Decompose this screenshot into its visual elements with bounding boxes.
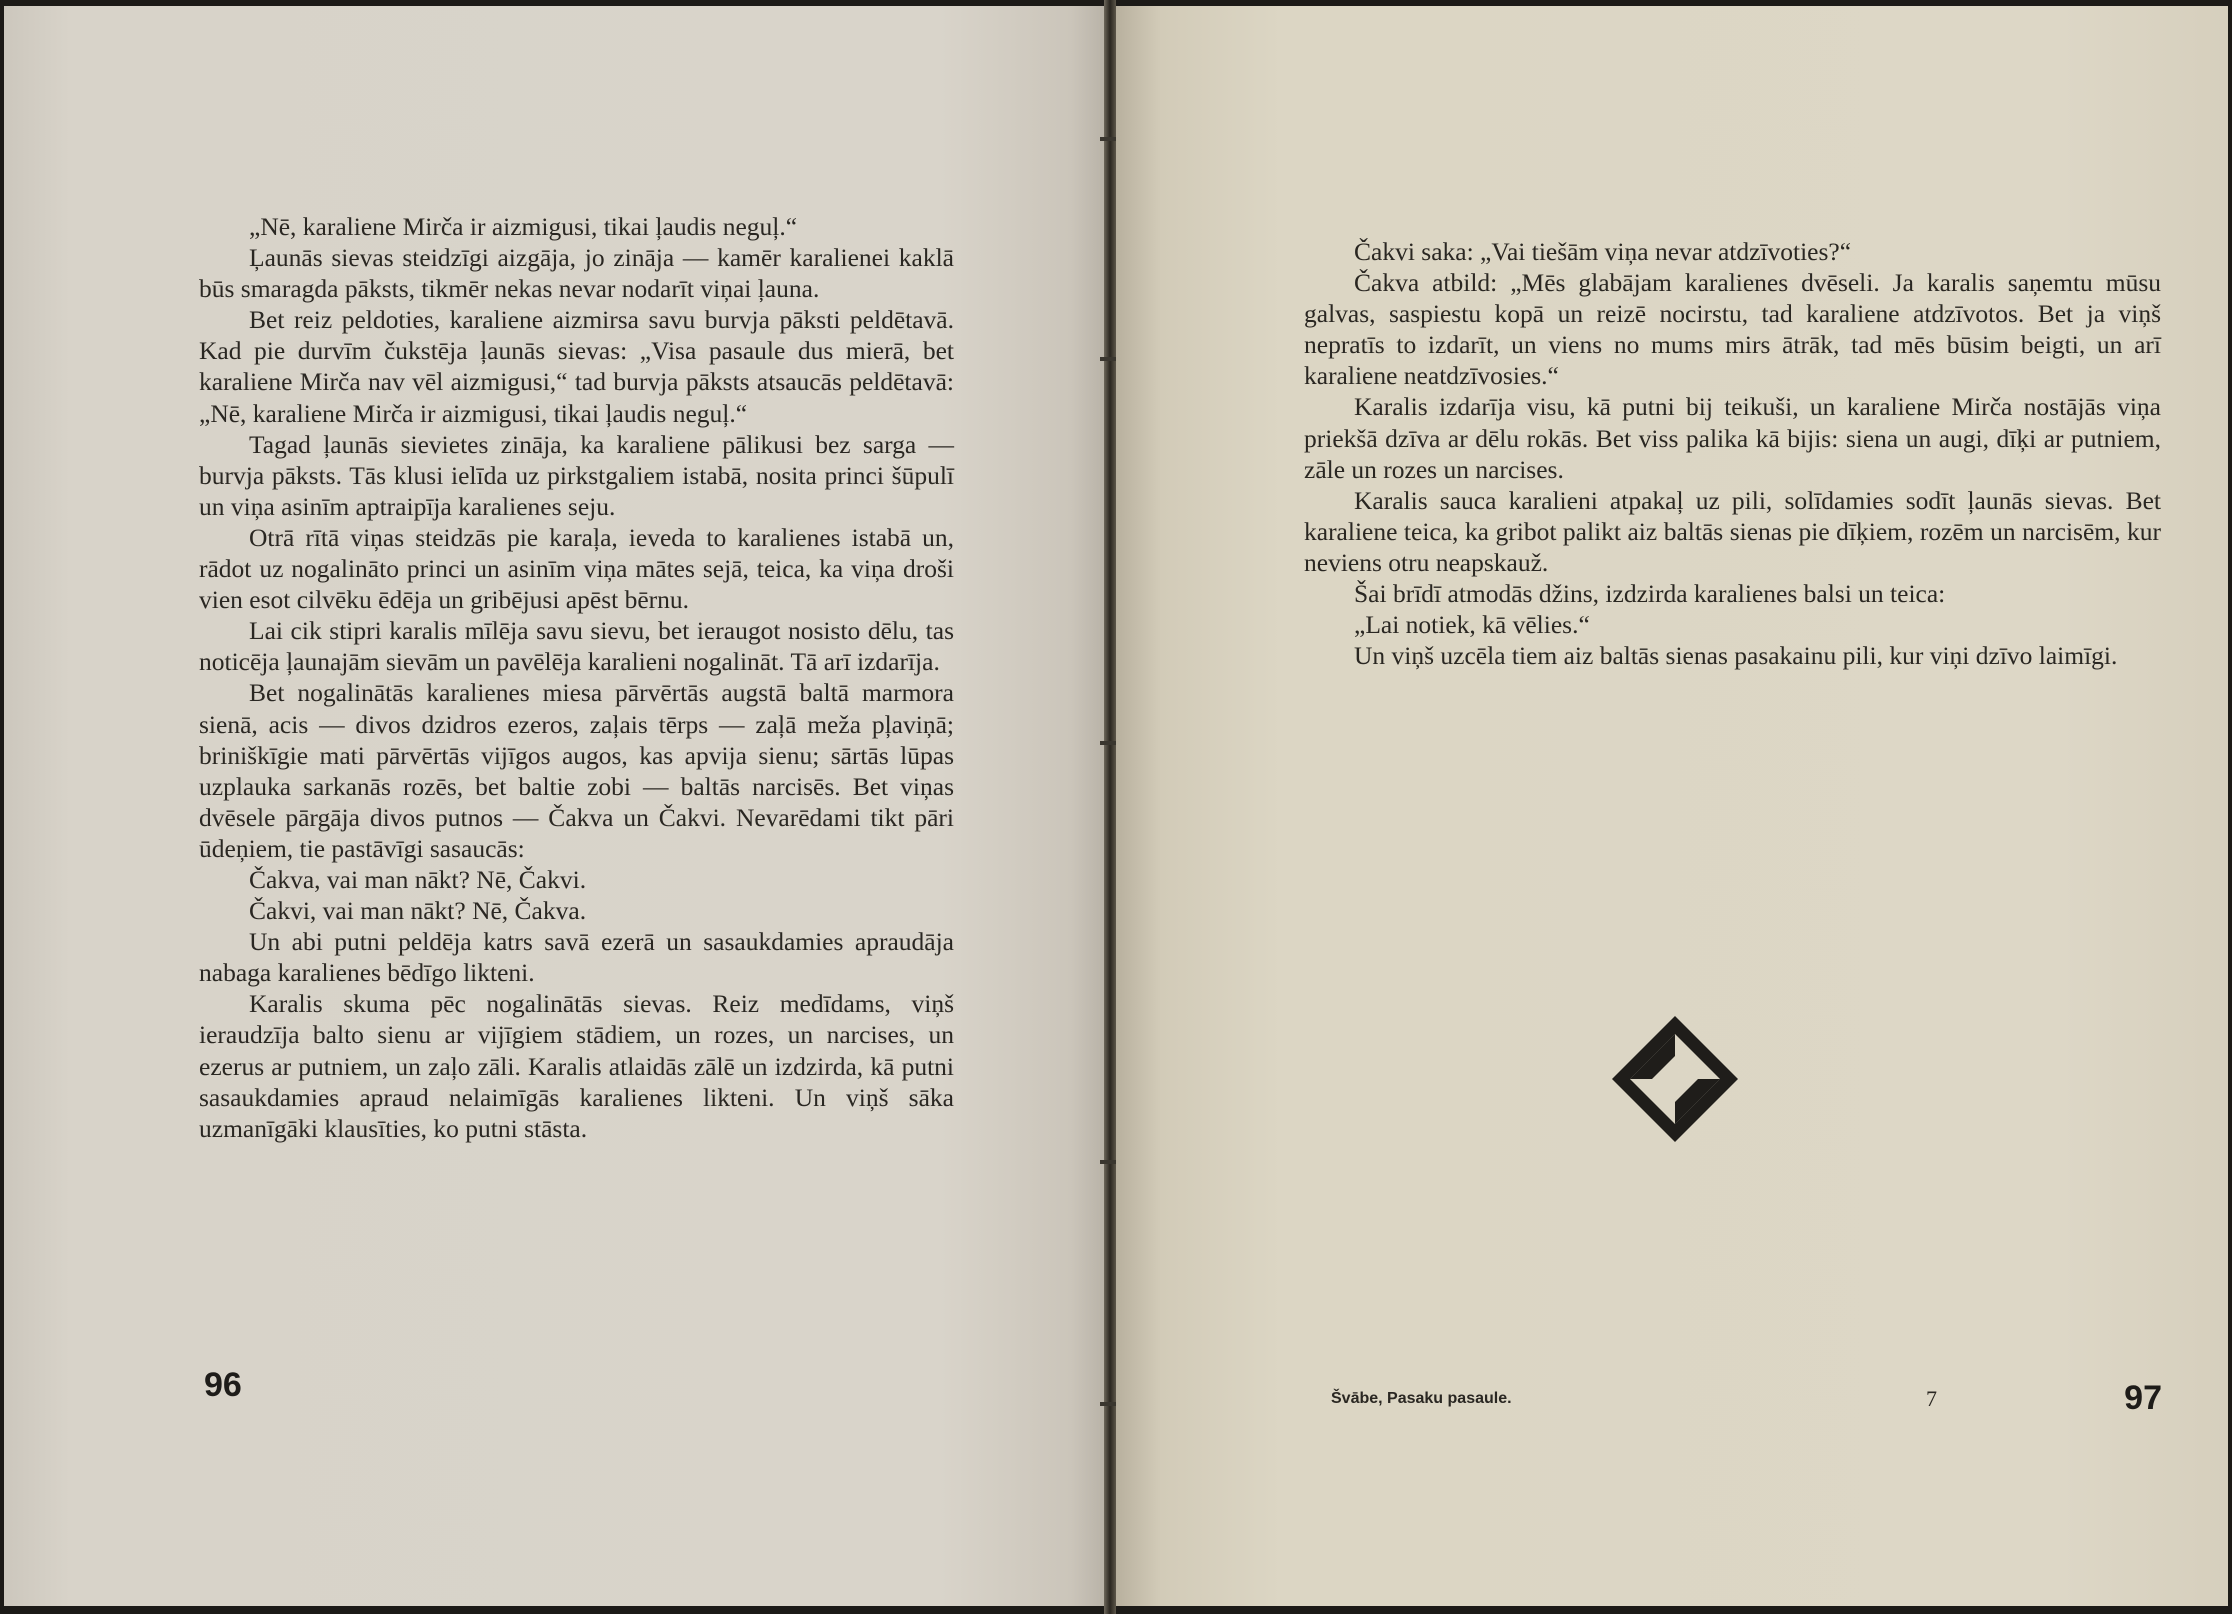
paragraph: Lai cik stipri karalis mīlēja savu sievu, bet ieraugot nosisto dēlu, tas noticēja ļaunajām sievām un pavēlēja karalieni nogalināt. Tā arī izdarīja.	[199, 616, 954, 677]
paragraph: Šai brīdī atmodās džins, izdzirda karalienes balsi un teica:	[1354, 579, 1946, 609]
footer-note: Švābe, Pasaku pasaule.	[1331, 1390, 1512, 1407]
paragraph: Čakva, vai man nākt? Nē, Čakvi.	[249, 864, 587, 894]
page-number-right: 97	[2124, 1379, 2162, 1417]
paragraph: Karalis skuma pēc nogalinātās sievas. Reiz medīdams, viņš ieraudzīja balto sienu ar vijīgiem stādiem, un rozes, un narcises, un ezerus ar putniem, un zaļo zāli. Karalis atlaidās zālē un izdzirda, kā putni sasaukdamies apraud nelaimīgās karalienes likteni. Un viņš sāka uzmanīgāki klausīties, ko putni stāsta.	[199, 989, 954, 1143]
left-page	[4, 6, 1104, 1606]
left-page-text	[199, 211, 954, 1144]
right-page	[1116, 6, 2228, 1606]
paragraph: Un viņš uzcēla tiem aiz baltās sienas pasakainu pili, kur viņi dzīvo laimīgi.	[1354, 641, 2118, 671]
signature-number: 7	[1926, 1386, 1937, 1411]
book-gutter	[1104, 0, 1116, 1614]
paragraph: Čakvi saka: „Vai tiešām viņa nevar atdzīvoties?“	[1354, 237, 1852, 266]
paragraph: „Lai notiek, kā vēlies.“	[1354, 610, 1590, 640]
paragraph: „Nē, karaliene Mirča ir aizmigusi, tikai ļaudis neguļ.“	[249, 212, 798, 241]
paragraph: Ļaunās sievas steidzīgi aizgāja, jo zināja — kamēr karalienei kaklā būs smaragda pāksts, tikmēr nekas nevar nodarīt viņai ļauna.	[199, 243, 954, 304]
paragraph: Bet reiz peldoties, karaliene aizmirsa savu burvja pāksti peldētavā. Kad pie durvīm čukstēja ļaunās sievas: „Visa pasaule dus mierā, bet karaliene Mirča nav vēl aizmigusi,“ tad burvja pāksts atsaucās peldētavā: „Nē, karaliene Mirča ir aizmigusi, tikai ļaudis neguļ.“	[199, 305, 954, 428]
paragraph: Bet nogalinātās karalienes miesa pārvērtās augstā baltā marmora sienā, acis — divos dzidros ezeros, zaļais tērps — zaļā meža pļaviņā; briniškīgie mati pārvērtās vijīgos augos, kas apvija sienu; sārtās lūpas uzplauka sarkanās rozēs, bet baltie zobi — baltās narcisēs. Bet viņas dvēsele pārgāja divos putnos — Čakva un Čakvi. Nevarēdami tikt pāri ūdeņiem, tie pastāvīgi sasaucās:	[199, 678, 954, 863]
page-number-left: 96	[204, 1366, 242, 1404]
paragraph: Čakvi, vai man nākt? Nē, Čakva.	[249, 896, 587, 926]
paragraph: Karalis izdarīja visu, kā putni bij teikuši, un karaliene Mirča nostājās viņa priekšā dzīva ar dēlu rokās. Bet viss palika kā bijis: siena un augi, dīķi ar putniem, zāle un rozes un narcises.	[1304, 392, 2161, 484]
paragraph: Tagad ļaunās sievietes zināja, ka karaliene pālikusi bez sarga — burvja pāksts. Tās klusi ielīda uz pirkstgaliem istabā, nosita princi šūpulī un viņa asinīm aptraipīja karalienes seju.	[199, 429, 954, 521]
right-page-text	[1304, 236, 2161, 671]
paragraph: Un abi putni peldēja katrs savā ezerā un sasaukdamies apraudāja nabaga karalienes bēdīgo likteni.	[199, 927, 954, 988]
paragraph: Čakva atbild: „Mēs glabājam karalienes dvēseli. Ja karalis saņemtu mūsu galvas, saspiestu kopā un reizē nocirstu, tad karaliene atdzīvotos. Bet ja viņš nepratīs to izdarīt, un viens no mums mirs ātrāk, tad mēs būsim beigti, un arī karaliene neatdzīvosies.“	[1304, 268, 2161, 391]
diamond-ornament-icon	[1612, 1016, 1738, 1142]
paragraph: Otrā rītā viņas steidzās pie karaļa, ieveda to karalienes istabā un, rādot uz nogalināto princi un asinīm viņa mātes sejā, teica, ka viņa droši vien esot cilvēku ēdēja un gribējusi apēst bērnu.	[199, 522, 954, 615]
paragraph: Karalis sauca karalieni atpakaļ uz pili, solīdamies sodīt ļaunās sievas. Bet karaliene teica, ka gribot palikt aiz baltās sienas pie dīķiem, rozēm un narcisēm, kur neviens otru neapskauž.	[1304, 485, 2161, 577]
